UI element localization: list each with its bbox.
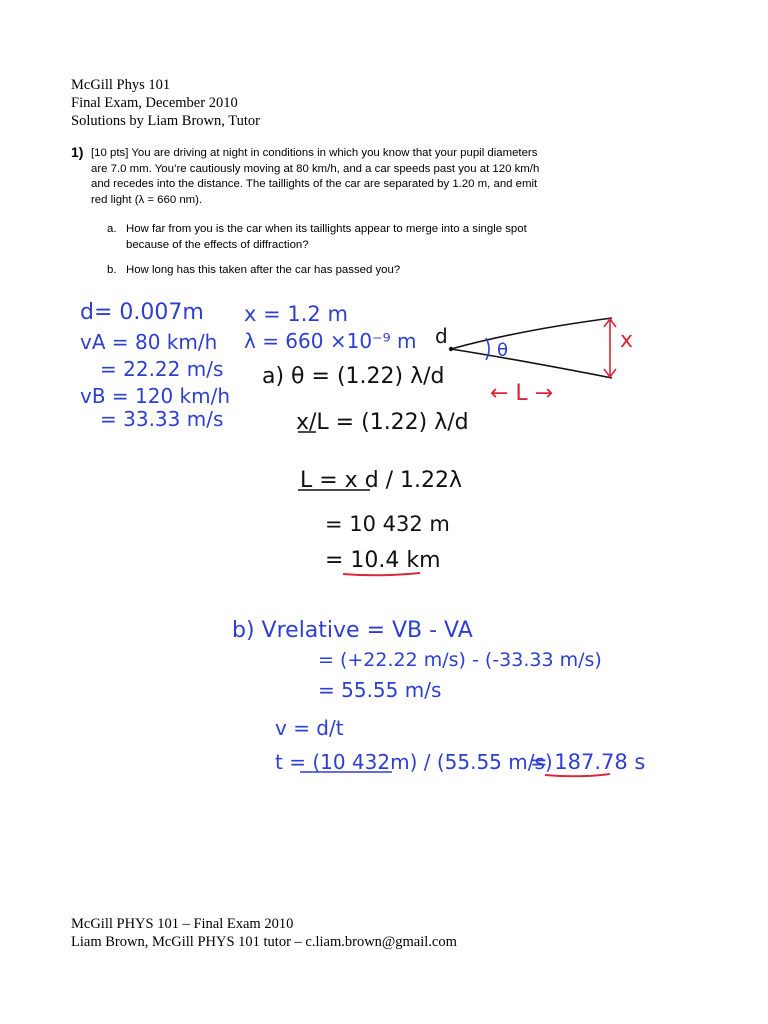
given-x: x = 1.2 m (244, 302, 348, 326)
given-va: vA = 80 km/h (80, 330, 218, 354)
given-vb: vB = 120 km/h (80, 384, 231, 408)
part-b-eq2: = (+22.22 m/s) - (-33.33 m/s) (318, 649, 602, 671)
question-line: [10 pts] You are driving at night in conditions in which you know that your pupil diameters (91, 147, 538, 159)
part-b-eq3: = 55.55 m/s (318, 678, 442, 702)
part-label: a. (107, 223, 117, 235)
part-line: because of the effects of diffraction? (126, 238, 309, 251)
diagram-theta-label: θ (497, 340, 509, 361)
part-b-eq1: b) Vrelative = VB - VA (232, 618, 473, 643)
question-text (91, 146, 569, 208)
part-label: b. (107, 264, 117, 276)
part-b-eq4: v = d/t (275, 716, 344, 740)
question-number: 1) (71, 144, 84, 160)
diagram-upper-ray (451, 318, 612, 349)
document-footer (71, 915, 457, 951)
part-a-eq1: a) θ = (1.22) λ/d (262, 364, 445, 389)
part-b-eq5: t = (10 432m) / (55.55 m/s) (275, 750, 553, 774)
footer-line-2: Liam Brown, McGill PHYS 101 tutor – c.liam.brown@gmail.com (71, 934, 457, 950)
answer-b-underline (545, 774, 610, 776)
diagram-lower-ray (451, 349, 612, 378)
question-line: are 7.0 mm. You’re cautiously moving at 80 km/h, and a car speeds past you at 120 km/h (91, 162, 540, 175)
diagram-x-arrow (604, 319, 616, 377)
diagram-pupil-point (449, 347, 453, 351)
given-lambda: λ = 660 ×10⁻⁹ m (244, 329, 417, 353)
part-a-eq4: = 10 432 m (325, 512, 450, 536)
given-d: d= 0.007m (80, 300, 204, 325)
diagram-angle-arc (486, 338, 489, 360)
footer-line-1: McGill PHYS 101 – Final Exam 2010 (71, 916, 294, 932)
course-title: McGill Phys 101 (71, 77, 171, 93)
question-line: red light (λ = 660 nm). (91, 193, 203, 206)
diagram-d-label: d (435, 324, 448, 348)
given-vb-ms: = 33.33 m/s (100, 407, 224, 431)
exam-title: Final Exam, December 2010 (71, 95, 238, 111)
part-line: How far from you is the car when its taillights appear to merge into a single spot (126, 223, 527, 235)
part-a-answer: = 10.4 km (325, 548, 441, 573)
answer-a-underline (343, 573, 420, 575)
part-a-eq2: x/L = (1.22) λ/d (296, 410, 469, 435)
part-line: How long has this taken after the car has passed you? (126, 264, 401, 276)
author-line: Solutions by Liam Brown, Tutor (71, 113, 260, 129)
part-b-answer: = 187.78 s (530, 750, 646, 774)
given-va-ms: = 22.22 m/s (100, 357, 224, 381)
question-line: and recedes into the distance. The taillights of the car are separated by 1.20 m, and emit (91, 178, 538, 190)
part-a-eq3: L = x d / 1.22λ (300, 468, 463, 493)
diagram-x-label: x (620, 328, 634, 353)
document-header (71, 76, 260, 130)
diagram-L-label: ← L → (490, 381, 554, 406)
